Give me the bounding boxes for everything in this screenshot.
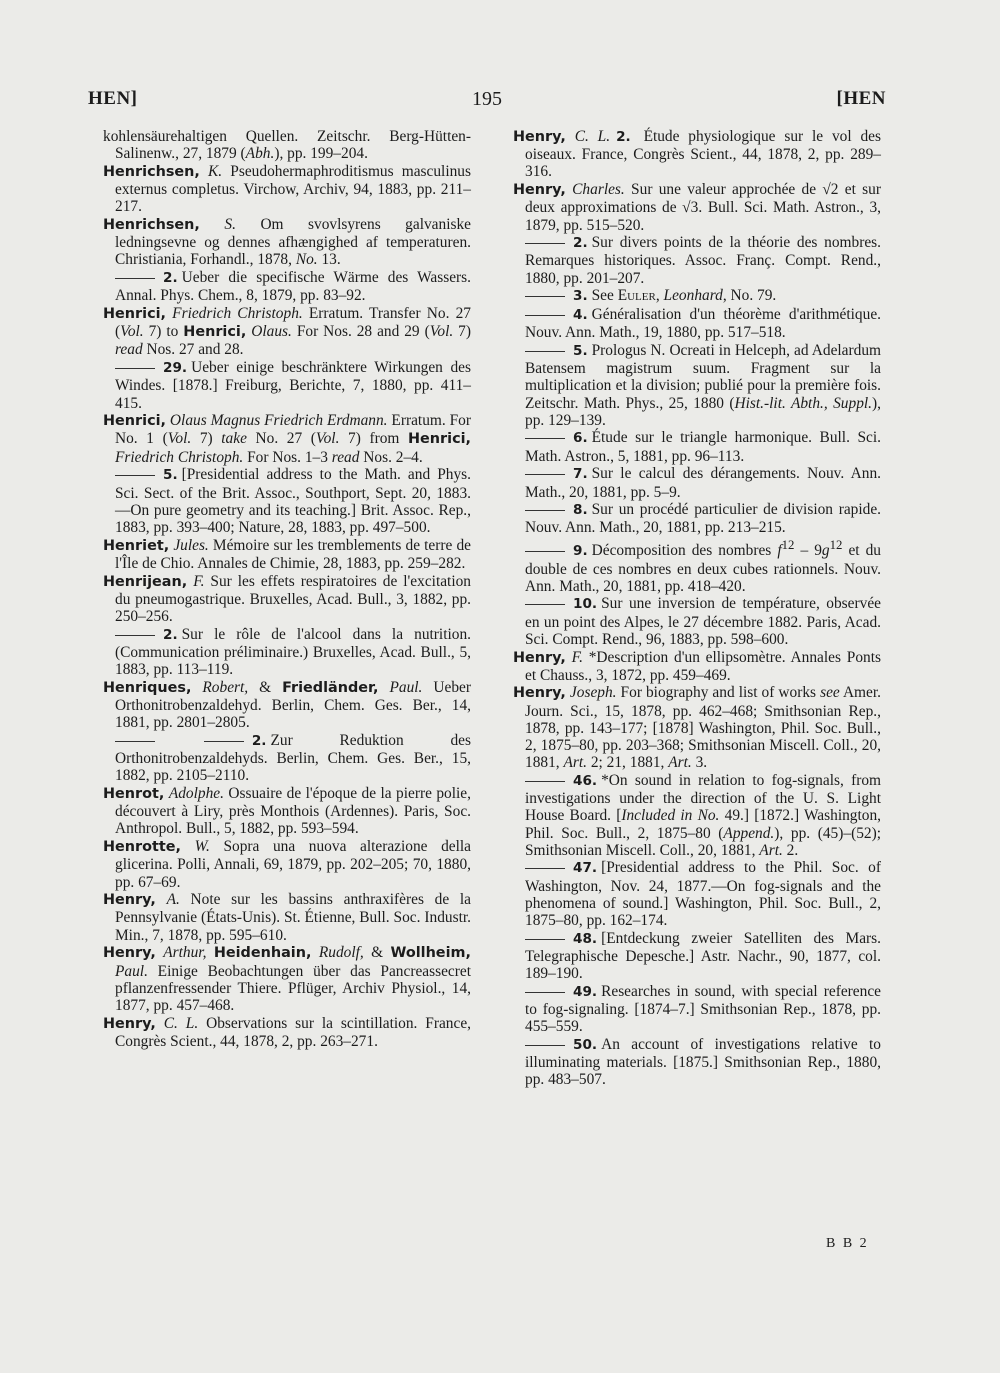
- bibliography-entry: Henrici, Olaus Magnus Friedrich Erdmann. Erratum. For No. 1 (Vol. 7) take No. 27 (Vol. 7) from Henrici, Friedrich Christoph. For Nos. 1–3 read Nos. 2–4.: [103, 412, 471, 466]
- author-given-name: C. L.: [574, 128, 611, 145]
- author-given-name: K.: [208, 162, 223, 180]
- entry-number: 4.: [573, 307, 588, 324]
- ditto-dash: [525, 604, 565, 605]
- signature-mark: B B 2: [826, 1236, 869, 1251]
- bibliography-sub-entry: 2. Sur divers points de la théorie des nombres. Remarques historiques. Assoc. Franç. Compt. Rend., 1880, pp. 201–207.: [525, 234, 881, 287]
- author-given-name: W.: [194, 838, 210, 856]
- entry-number: 2.: [616, 129, 631, 145]
- ditto-dash: [115, 741, 155, 742]
- bibliography-entry: Henry, C. L. Observations sur la scintillation. France, Congrès Scient., 44, 1878, 2, pp. 263–271.: [103, 1014, 471, 1050]
- entry-number: 47.: [573, 860, 598, 877]
- bibliography-sub-entry: 6. Étude sur le triangle harmonique. Bull. Sci. Math. Astron., 5, 1881, pp. 96–113.: [525, 429, 881, 465]
- entry-number: 7.: [573, 466, 588, 483]
- bibliography-sub-entry: 2. Ueber die specifische Wärme des Wassers. Annal. Phys. Chem., 8, 1879, pp. 83–92.: [115, 269, 471, 305]
- author-surname: Henrichsen,: [103, 217, 200, 234]
- bibliography-entry: Henry, Joseph. For biography and list of works see Amer. Journ. Sci., 15, 1878, pp. 462–468; Smithsonian Rep., 1878, pp. 143–177; [1878] Washington, Phil. Soc. Bull., 2, 1875–80, pp. 203–368; Smithsonian Miscell. Coll., 20, 1881, Art. 2; 21, 1881, Art. 3.: [513, 684, 881, 772]
- author-given-name: S.: [224, 216, 236, 234]
- bibliography-entry: Henry, C. L. 2. Étude physiologique sur le vol des oiseaux. France, Congrès Scient., 44, 1878, 2, pp. 289–316.: [513, 128, 881, 181]
- bibliography-sub-entry: 2. Sur le rôle de l'alcool dans la nutrition. (Communication préliminaire.) Bruxelles, Acad. Bull., 5, 1883, pp. 113–119.: [115, 625, 471, 679]
- running-head-left: HEN]: [88, 88, 138, 109]
- author-given-name: Arthur,: [163, 944, 207, 962]
- ditto-dash: [525, 551, 565, 552]
- entry-number: 29.: [163, 360, 188, 377]
- author-given-name: C. L.: [163, 1014, 199, 1032]
- ditto-dash: [525, 510, 565, 511]
- bibliography-sub-entry: 5. [Presidential address to the Math. and Phys. Sci. Sect. of the Brit. Assoc., Southport, Sept. 20, 1883.—On pure geometry and its teaching.] Brit. Assoc. Rep., 1883, pp. 393–400; Nature, 28, 1883, pp. 497–500.: [115, 466, 471, 536]
- bibliography-entry: Henriques, Robert, & Friedländer, Paul. Ueber Orthonitrobenzaldehyd. Berlin, Chem. Ges. Ber., 14, 1881, pp. 2801–2805.: [103, 678, 471, 732]
- bibliography-sub-entry: 47. [Presidential address to the Phil. Soc. of Washington, Nov. 24, 1877.—On fog-signals and the phenomena of sound.] Washington, Phil. Soc. Bull., 2, 1875–80, pp. 162–174.: [525, 859, 881, 930]
- entry-number: 10.: [573, 596, 598, 613]
- author-given-name: Adolphe.: [168, 785, 224, 803]
- bibliography-entry-continuation: kohlensäurehaltigen Quellen. Zeitschr. Berg-Hütten-Salinenw., 27, 1879 (Abh.), pp. 199–204.: [103, 128, 471, 163]
- author-surname: Henrijean,: [103, 573, 188, 590]
- author-surname: Henry,: [103, 945, 156, 962]
- author-surname: Henriet,: [103, 537, 170, 554]
- bibliography-entry: Henry, Charles. Sur une valeur approchée de √2 et sur deux approximations de √3. Bull. Sci. Math. Astron., 3, 1879, pp. 515–520.: [513, 181, 881, 234]
- bibliography-entry: Henry, F. *Description d'un ellipsomètre. Annales Ponts et Chauss., 3, 1872, pp. 459–469.: [513, 648, 881, 684]
- bibliography-entry: Henrot, Adolphe. Ossuaire de l'époque de la pierre polie, découvert à Liry, près Monthois (Ardennes). Paris, Soc. Anthropol. Bull., 5, 1882, pp. 593–594.: [103, 785, 471, 838]
- bibliography-entry: Henrici, Friedrich Christoph. Erratum. Transfer No. 27 (Vol. 7) to Henrici, Olaus. For Nos. 28 and 29 (Vol. 7) read Nos. 27 and 28.: [103, 305, 471, 359]
- bibliography-sub-entry: 50. An account of investigations relative to illuminating materials. [1875.] Smithsonian Rep., 1880, pp. 483–507.: [525, 1035, 881, 1089]
- entry-number: 2.: [251, 732, 267, 749]
- author-surname: Henrotte,: [103, 839, 182, 856]
- bibliography-entry: Henriet, Jules. Mémoire sur les tremblements de terre de l'Île de Chio. Annales de Chimie, 28, 1883, pp. 259–282.: [103, 536, 471, 572]
- author-given-name: Friedrich Christoph.: [172, 305, 303, 323]
- ditto-dash: [525, 868, 565, 869]
- author-surname: Henrici,: [103, 413, 167, 430]
- ditto-dash: [115, 475, 155, 476]
- author-given-name: Joseph.: [569, 684, 617, 702]
- author-surname: Henry,: [513, 649, 566, 666]
- bibliography-entry: Henry, A. Note sur les bassins anthraxifères de la Pennsylvanie (États-Unis). St. Étienne, Bull. Soc. Industr. Min., 7, 1878, pp. 595–610.: [103, 891, 471, 944]
- author-surname: Henrot,: [103, 786, 165, 803]
- ditto-dash: [115, 368, 155, 369]
- author-surname: Henry,: [103, 1015, 156, 1032]
- author-given-name: F.: [193, 572, 205, 590]
- author-given-name: Olaus Magnus Friedrich Erdmann.: [169, 412, 388, 430]
- ditto-dash: [525, 351, 565, 352]
- ditto-dash: [525, 939, 565, 940]
- entry-number: 5.: [573, 342, 588, 359]
- entry-number: 6.: [573, 430, 588, 447]
- entry-number: 50.: [573, 1036, 598, 1053]
- author-given-name: A.: [166, 891, 180, 909]
- entry-number: 5.: [163, 467, 178, 484]
- bibliography-sub-entry: 29. Ueber einige beschränktere Wirkungen des Windes. [1878.] Freiburg, Berichte, 7, 1880, pp. 411–415.: [115, 359, 471, 412]
- bibliography-entry: Henry, Arthur, Heidenhain, Rudolf, & Wollheim, Paul. Einige Beobachtungen über das Pancreassecret pflanzenfressender Thiere. Pflüger, Archiv Physiol., 14, 1877, pp. 457–468.: [103, 944, 471, 1014]
- bibliography-sub-entry: 7. Sur le calcul des dérangements. Nouv. Ann. Math., 20, 1881, pp. 5–9.: [525, 465, 881, 501]
- page-header: [88, 88, 886, 118]
- bibliography-sub-entry: 10. Sur une inversion de température, observée en un point des Alpes, le 27 décembre 1882. Paris, Acad. Sci. Compt. Rend., 96, 1883, pp. 598–600.: [525, 595, 881, 648]
- bibliography-sub-entry: 4. Généralisation d'un théorème d'arithmétique. Nouv. Ann. Math., 19, 1880, pp. 517–518.: [525, 306, 881, 342]
- author-surname: Henry,: [513, 182, 566, 199]
- entry-number: 2.: [163, 626, 178, 643]
- ditto-dash: [525, 1045, 565, 1046]
- ditto-dash: [115, 635, 155, 636]
- bibliography-sub-entry: 48. [Entdeckung zweier Satelliten des Mars. Telegraphische Depesche.] Astr. Nachr., 90, 1877, col. 189–190.: [525, 929, 881, 983]
- entry-number: 2.: [573, 235, 588, 252]
- author-given-name: F.: [571, 648, 583, 666]
- bibliography-sub-entry: 46. *On sound in relation to fog-signals, from investigations under the direction of the U. S. Light House Board. [Included in No. 49.] [1872.] Washington, Phil. Soc. Bull., 2, 1875–80 (Append.), pp. (45)–(52); Smithsonian Miscell. Coll., 20, 1881, Art. 2.: [525, 771, 882, 859]
- author-surname: Henrici,: [103, 306, 167, 323]
- author-given-name: Jules.: [173, 536, 209, 554]
- bibliography-sub-entry: 49. Researches in sound, with special reference to fog-signaling. [1874–7.] Smithsonian Rep., 1878, pp. 455–559.: [525, 982, 881, 1036]
- left-column: [103, 128, 471, 1051]
- author-given-name: Robert,: [202, 678, 249, 696]
- entry-number: 8.: [573, 502, 588, 519]
- bibliography-sub-entry: 2. Zur Reduktion des Orthonitrobenzaldehyds. Berlin, Chem. Ges. Ber., 15, 1882, pp. 2105–2110.: [115, 731, 471, 785]
- bibliography-entry: Henrichsen, S. Om svovlsyrens galvaniske ledningsevne og dennes afhængighed af temperaturen. Christiania, Forhandl., 1878, No. 13.: [103, 216, 471, 269]
- entry-number: 49.: [573, 983, 598, 1000]
- author-surname: Henry,: [103, 892, 156, 909]
- bibliography-entry: Henrijean, F. Sur les effets respiratoires de l'excitation du pneumogastrique. Bruxelles, Acad. Bull., 3, 1882, pp. 250–256.: [103, 572, 471, 625]
- running-head-right: [HEN: [836, 88, 886, 109]
- entry-number: 2.: [163, 270, 178, 287]
- ditto-dash: [525, 243, 565, 244]
- author-surname: Henry,: [513, 685, 566, 702]
- bibliography-sub-entry: 3. See Euler, Leonhard, No. 79.: [513, 287, 881, 305]
- ditto-dash: [525, 315, 565, 316]
- ditto-dash: [525, 474, 565, 475]
- bibliography-sub-entry: 5. Prologus N. Ocreati in Helceph, ad Adelardum Batensem magistrum suum. Fragment sur la multiplication et la division; publié pour la première fois. Zeitschr. Math. Phys., 25, 1880 (Hist.-lit. Abth., Suppl.), pp. 129–139.: [525, 341, 882, 429]
- bibliography-sub-entry: 8. Sur un procédé particulier de division rapide. Nouv. Ann. Math., 20, 1881, pp. 213–215.: [525, 501, 881, 537]
- bibliography-entry: Henrotte, W. Sopra una nuova alterazione della glicerina. Polli, Annali, 69, 1879, pp. 202–205; 70, 1880, pp. 67–69.: [103, 838, 471, 891]
- entry-number: 46.: [573, 772, 598, 789]
- entry-number: 3.: [573, 288, 588, 305]
- author-surname: Henrichsen,: [103, 163, 200, 180]
- ditto-dash: [525, 438, 565, 439]
- author-surname: Henriques,: [103, 679, 192, 696]
- entry-number: 48.: [573, 930, 598, 947]
- ditto-dash: [115, 278, 155, 279]
- ditto-dash: [525, 992, 565, 993]
- ditto-dash: [204, 741, 244, 742]
- author-given-name: Charles.: [572, 181, 625, 199]
- ditto-dash: [525, 296, 565, 297]
- author-surname: Henry,: [513, 129, 566, 145]
- bibliography-sub-entry: 9. Décomposition des nombres $f^{12} - 9g^{12}$ et du double de ces nombres en deux cubes rationnels. Nouv. Ann. Math., 20, 1881, pp. 418–420.: [525, 538, 881, 595]
- right-column: [513, 128, 881, 1089]
- ditto-dash: [525, 781, 565, 782]
- page-number: 195: [472, 88, 502, 110]
- entry-number: 9.: [573, 543, 588, 560]
- bibliography-entry: Henrichsen, K. Pseudohermaphroditismus masculinus externus completus. Virchow, Archiv, 94, 1883, pp. 211–217.: [103, 162, 471, 216]
